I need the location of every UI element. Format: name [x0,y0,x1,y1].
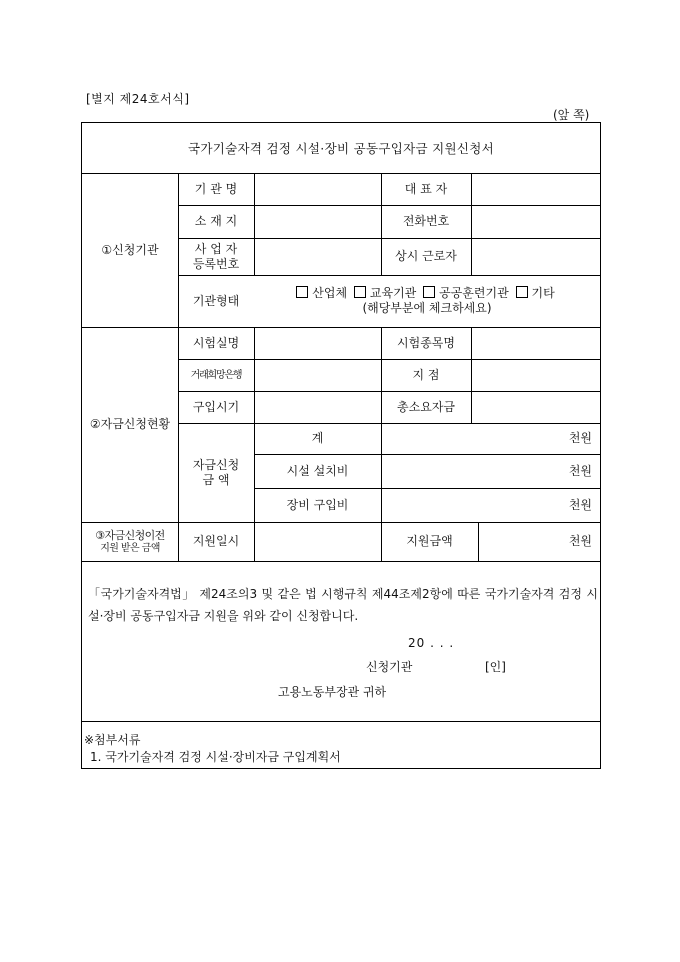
support-date-label: 지원일시 [192,534,240,548]
org-type-option-other[interactable]: 기타 [516,286,555,300]
facility-label: 시설 설치비 [286,463,349,478]
org-name-label: 기 관 명 [194,181,238,196]
bizreg-field[interactable] [254,238,381,275]
purchase-time-label: 구입시기 [192,399,240,414]
org-type-options [254,275,600,327]
total-required-field[interactable] [471,391,600,423]
applicant-label: 신청기관 [366,660,413,674]
amount-label [178,423,254,522]
checkbox-icon[interactable] [296,286,308,298]
exam-items-field[interactable] [471,327,600,359]
address-label: 소 재 지 [194,214,238,228]
org-type-option-training[interactable]: 공공훈련기관 [423,286,509,300]
phone-label: 전화번호 [402,214,450,228]
support-date-field[interactable] [254,522,381,561]
amount-label-line1: 자금신청 [192,457,240,472]
addressee: 고용노동부장관 귀하 [278,685,387,699]
seal-mark: [인] [485,660,506,674]
equipment-field[interactable]: 천원 [568,497,592,512]
attachments-heading: ※첨부서류 [84,733,141,747]
org-name-field[interactable] [254,173,381,205]
section1-label: ①신청기관 [101,242,159,257]
bizreg-label [178,238,254,275]
bank-field[interactable] [254,359,381,391]
checkbox-icon[interactable] [354,286,366,298]
attachment-item: 1. 국가기술자격 검정 시설·장비자금 구입계획서 [90,750,341,764]
divider-section [82,721,600,722]
checkbox-icon[interactable] [423,286,435,298]
bank-label: 거래희망은행 [190,369,242,381]
support-amount-field[interactable]: 천원 [568,534,592,548]
phone-field[interactable] [471,205,600,238]
total-required-label: 총소요자금 [397,399,455,414]
page-side-label: (앞 쪽) [553,108,590,122]
workers-label: 상시 근로자 [395,249,457,263]
branch-field[interactable] [471,359,600,391]
divider-section [82,561,600,562]
exam-items-label: 시험종목명 [397,335,455,350]
amount-label-line2: 금 액 [202,472,230,487]
checkbox-icon[interactable] [516,286,528,298]
exam-name-field[interactable] [254,327,381,359]
sum-field[interactable]: 천원 [568,431,592,445]
section2-label: ②자금신청현황 [89,417,171,431]
facility-field[interactable]: 천원 [568,463,592,478]
address-field[interactable] [254,205,381,238]
sum-label: 계 [311,431,324,445]
application-date[interactable]: 20 . . . [408,636,455,650]
org-type-checkbox-row [296,286,557,301]
org-type-option-industry[interactable]: 산업체 [296,286,347,300]
bizreg-label-line2: 등록번호 [192,256,240,271]
section3-label-line1: ③자금신청이전 [95,528,165,542]
bizreg-label-line1: 사 업 자 [194,241,238,256]
org-type-label: 기관형태 [192,293,240,308]
purchase-time-field[interactable] [254,391,381,423]
support-amount-label: 지원금액 [406,534,453,548]
equipment-label: 장비 구입비 [286,497,349,512]
application-form-frame [81,122,601,769]
form-title: 국가기술자격 검정 시설·장비 공동구입자금 지원신청서 [188,140,494,156]
exam-name-label: 시험실명 [192,335,240,350]
section3-label [82,522,178,561]
representative-label: 대 표 자 [404,181,448,196]
representative-field[interactable] [471,173,600,205]
form-number-label: [별지 제24호서식] [86,92,190,106]
org-type-option-education[interactable]: 교육기관 [354,286,416,300]
branch-label: 지 점 [412,367,440,382]
declaration-text: 「국가기술자격법」 제24조의3 및 같은 법 시행규칙 제44조제2항에 따른 국가기술자격 검정 시설·장비 공동구입자금 지원을 위와 같이 신청합니다. [88,587,598,623]
section3-label-line2: 지원 받은 금액 [100,542,160,554]
workers-field[interactable] [471,238,600,275]
org-type-note: (해당부분에 체크하세요) [362,301,492,315]
